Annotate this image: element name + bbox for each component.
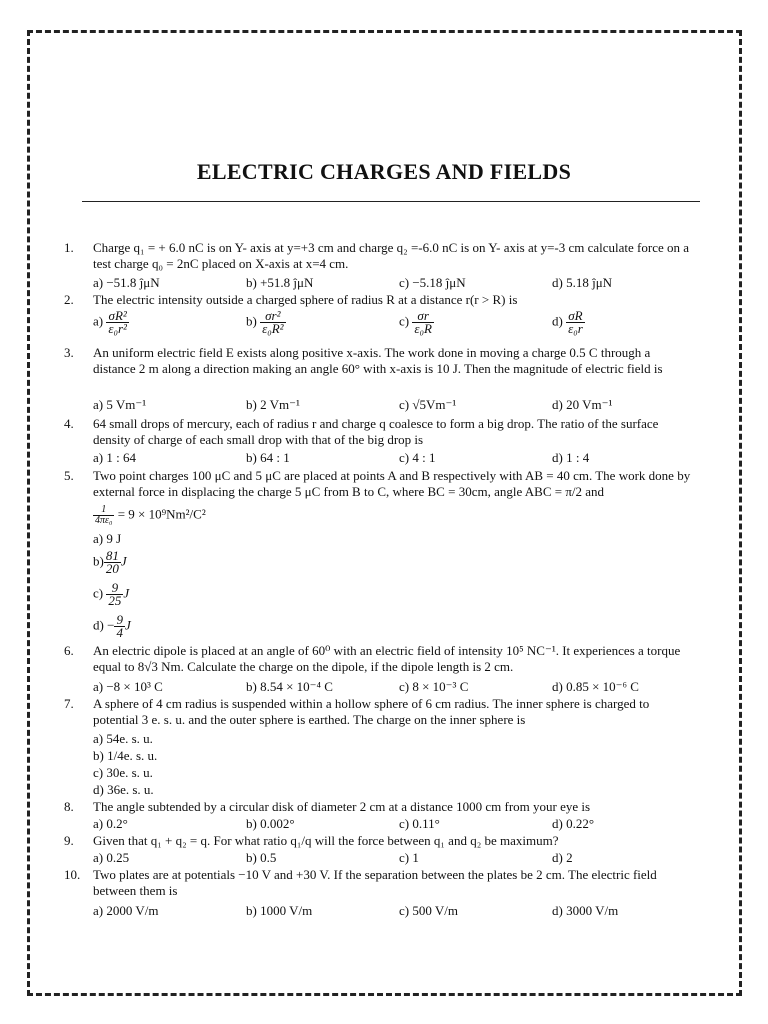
question-text: Two plates are at potentials −10 V and +30 V. If the separation between the plates be 2 cm. The electric field between them is — [93, 867, 657, 898]
option-label: c) — [399, 313, 410, 329]
option-c — [93, 582, 129, 607]
option-a: a) 54e. s. u. — [93, 731, 153, 746]
option-b: b) 0.002° — [246, 816, 295, 831]
options-8 — [93, 816, 693, 832]
page-title: ELECTRIC CHARGES AND FIELDS — [196, 159, 572, 184]
denominator: 20 — [105, 561, 119, 576]
option-a: a) 0.2° — [93, 816, 128, 831]
options-2 — [93, 310, 693, 344]
question-text: 64 small drops of mercury, each of radius r and charge q coalesce to form a big drop. The ratio of the surface density of charge of each small drop with that of the big drop is — [93, 416, 659, 447]
option-c — [399, 310, 434, 335]
option-a: a) 9 J — [93, 531, 122, 546]
option-b: b) 8.54 × 10⁻⁴ C — [246, 679, 333, 694]
option-b: b) 1000 V/m — [246, 903, 313, 918]
option-c: c) 8 × 10⁻³ C — [399, 679, 469, 694]
option-label: d) — [552, 313, 563, 329]
option-d — [93, 614, 131, 639]
option-c: c) √5Vm⁻¹ — [399, 397, 457, 412]
denominator: ε₀R — [414, 321, 432, 336]
option-b: b) +51.8 ĵμN — [246, 275, 314, 290]
option-b: b) 0.5 — [246, 850, 277, 865]
title-underline — [82, 201, 700, 202]
option-a: a) 2000 V/m — [93, 903, 159, 918]
question-text: Given that q₁ + q₂ = q. For what ratio q₁/q will the force between q₁ and q₂ be maximum? — [93, 833, 559, 848]
question-text: An electric dipole is placed at an angle of 60⁰ with an electric field of intensity 10⁵ NC⁻¹. It experiences a torque equal to 8√3 Nm. Calculate the charge on the dipole, if the dipole length is 2 cm. — [93, 643, 681, 674]
unit: J — [123, 585, 130, 601]
question-number: 2. — [64, 292, 74, 307]
options-6 — [93, 679, 693, 695]
option-label: b) — [246, 313, 257, 329]
option-a — [93, 310, 129, 335]
question-number: 10. — [64, 867, 81, 882]
numerator: σr² — [260, 310, 285, 323]
option-label: c) — [93, 585, 104, 601]
numerator: σr — [412, 310, 434, 323]
option-c: c) −5.18 ĵμN — [399, 275, 466, 290]
question-number: 7. — [64, 696, 74, 711]
numerator: σR — [566, 310, 585, 323]
option-a: a) −8 × 10³ C — [93, 679, 163, 694]
coulomb-constant-formula — [93, 505, 206, 526]
denominator: ε₀R² — [262, 321, 284, 336]
question-text: The angle subtended by a circular disk of diameter 2 cm at a distance 1000 cm from your eye is — [93, 799, 591, 814]
numerator: 9 — [116, 612, 123, 627]
question-text: Two point charges 100 μC and 5 μC are placed at points A and B respectively with AB = 40 cm. The work done by external force in displacing the charge 5 μC from B to C, where BC = 30cm, angle ABC = π/2 and — [93, 468, 691, 499]
option-c: c) 500 V/m — [399, 903, 458, 918]
option-c: c) 30e. s. u. — [93, 765, 153, 780]
denominator: ε₀r — [568, 321, 583, 336]
options-9 — [93, 850, 693, 866]
unit: J — [124, 617, 131, 633]
option-d: d) 1 : 4 — [552, 450, 590, 465]
question-number: 4. — [64, 416, 74, 431]
numerator: σR² — [106, 310, 129, 323]
options-1 — [93, 275, 693, 291]
option-b — [246, 310, 286, 335]
question-number: 8. — [64, 799, 74, 814]
option-a: a) 5 Vm⁻¹ — [93, 397, 147, 412]
option-d: d) 0.22° — [552, 816, 595, 831]
option-d: d) 3000 V/m — [552, 903, 619, 918]
option-b — [93, 550, 127, 575]
denominator: 4πε₀ — [95, 515, 113, 526]
option-c: c) 4 : 1 — [399, 450, 436, 465]
option-a: a) 0.25 — [93, 850, 130, 865]
option-d: d) 5.18 ĵμN — [552, 275, 613, 290]
question-number: 6. — [64, 643, 74, 658]
denominator: 25 — [108, 593, 122, 608]
option-d: d) 0.85 × 10⁻⁶ C — [552, 679, 639, 694]
options-4 — [93, 450, 693, 466]
question-number: 3. — [64, 345, 74, 360]
options-10 — [93, 903, 693, 919]
option-b: b) 64 : 1 — [246, 450, 290, 465]
option-label: b) — [93, 553, 104, 569]
option-d: d) 20 Vm⁻¹ — [552, 397, 613, 412]
question-number: 1. — [64, 240, 74, 255]
question-number: 9. — [64, 833, 74, 848]
option-a: a) −51.8 ĵμN — [93, 275, 160, 290]
option-label: a) — [93, 313, 104, 329]
denominator: 4 — [116, 625, 123, 640]
option-d: d) 2 — [552, 850, 573, 865]
option-d: d) 36e. s. u. — [93, 782, 154, 797]
numerator: 81 — [105, 548, 119, 563]
numerator: 1 — [93, 505, 114, 516]
formula-rest: = 9 × 10⁹Nm²/C² — [117, 506, 206, 522]
unit: J — [120, 553, 127, 569]
option-d — [552, 310, 585, 335]
option-a: a) 1 : 64 — [93, 450, 136, 465]
option-label: d) — [93, 617, 104, 633]
option-c: c) 0.11° — [399, 816, 440, 831]
option-b: b) 1/4e. s. u. — [93, 748, 158, 763]
question-text: An uniform electric field E exists along positive x-axis. The work done in moving a charge 0.5 C through a distance 2 m along a direction making an angle 60° with x-axis is 10 J. Then the magnitude of electric field is — [93, 345, 663, 376]
sign: − — [107, 617, 115, 633]
option-c: c) 1 — [399, 850, 419, 865]
question-text: Charge q₁ = + 6.0 nC is on Y- axis at y=+3 cm and charge q₂ =-6.0 nC is on Y- axis at y=-3 cm calculate force on a test charge q₀ = 2nC placed on X-axis at x=4 cm. — [93, 240, 690, 271]
options-3 — [93, 397, 693, 413]
option-b: b) 2 Vm⁻¹ — [246, 397, 300, 412]
question-number: 5. — [64, 468, 74, 483]
question-text: A sphere of 4 cm radius is suspended within a hollow sphere of 6 cm radius. The inner sphere is charged to potential 3 e. s. u. and the outer sphere is earthed. The charge on the inner sphere is — [93, 696, 650, 727]
question-text: The electric intensity outside a charged sphere of radius R at a distance r(r > R) is — [93, 292, 518, 307]
denominator: ε₀r² — [108, 321, 127, 336]
numerator: 9 — [106, 582, 123, 595]
